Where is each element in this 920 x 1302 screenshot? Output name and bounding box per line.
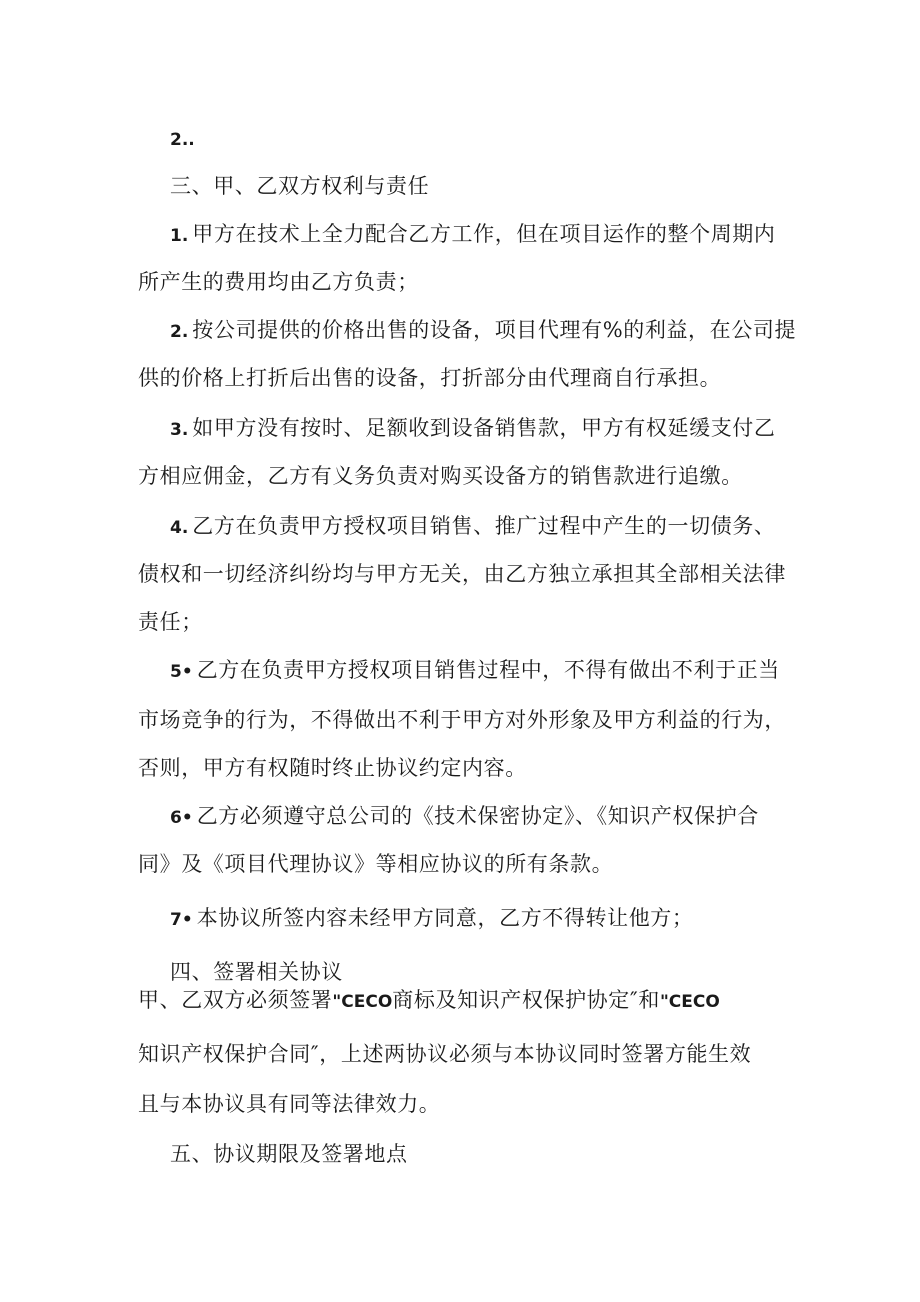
clause-4-line-3: 责任； [138,610,203,634]
clause-6-line-2: 同》及《项目代理协议》等相应协议的所有条款。 [138,852,614,876]
section-3-title: 三、甲、乙双方权利与责任 [170,174,430,198]
clause-4-line-1: 4. 乙方在负责甲方授权项目销售、推广过程中产生的一切债务、 [170,514,776,538]
clause-5-line-3: 否则，甲方有权随时终止协议约定内容。 [138,756,527,780]
clause-3-line-2: 方相应佣金，乙方有义务负责对购买设备方的销售款进行追缴。 [138,464,743,488]
section-5-title: 五、协议期限及签署地点 [170,1142,408,1166]
clause-5-line-2: 市场竞争的行为，不得做出不利于甲方对外形象及甲方利益的行为， [138,708,786,732]
item-2-prefix: 2.. [170,130,195,150]
section-4-line-3: 且与本协议具有同等法律效力。 [138,1092,441,1116]
section-4-title: 四、签署相关协议 [170,960,343,984]
clause-4-line-2: 债权和一切经济纠纷均与甲方无关，由乙方独立承担其全部相关法律 [138,562,786,586]
clause-2-line-1: 2. 按公司提供的价格出售的设备，项目代理有%的利益，在公司提 [170,318,797,342]
clause-1-line-2: 所产生的费用均由乙方负责； [138,270,419,294]
section-4-line-2: 知识产权保护合同″，上述两协议必须与本协议同时签署方能生效 [138,1042,752,1066]
section-4-line-1: 甲、乙双方必须签署"CECO商标及知识产权保护协定″和"CECO [138,988,720,1012]
clause-1-line-1: 1. 甲方在技术上全力配合乙方工作，但在项目运作的整个周期内 [170,222,776,246]
clause-7-line-1: 7• 本协议所签内容未经甲方同意，乙方不得转让他方； [170,906,694,930]
clause-3-line-1: 3. 如甲方没有按时、足额收到设备销售款，甲方有权延缓支付乙 [170,416,776,440]
clause-5-line-1: 5• 乙方在负责甲方授权项目销售过程中，不得有做出不利于正当 [170,658,780,682]
clause-2-line-2: 供的价格上打折后出售的设备，打折部分由代理商自行承担。 [138,366,722,390]
clause-6-line-1: 6• 乙方必须遵守总公司的《技术保密协定》、《知识产权保护合 [170,804,759,828]
